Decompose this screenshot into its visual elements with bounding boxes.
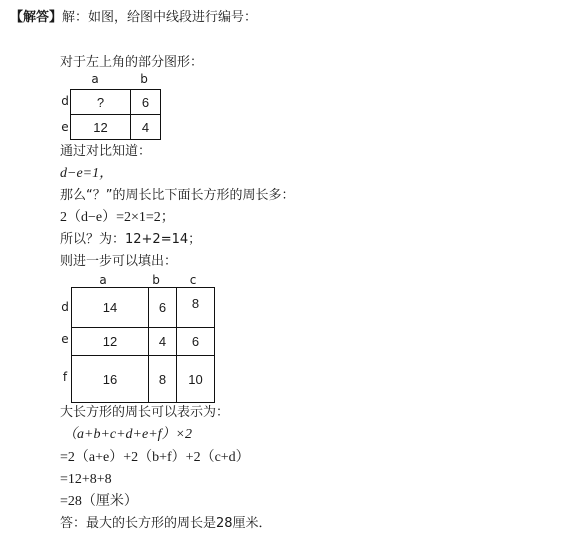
big-cell: 8 [149, 356, 177, 403]
big-cell: 12 [72, 328, 149, 356]
small-col-label-b: b [140, 72, 148, 86]
small-cell: 12 [71, 115, 131, 140]
answer-tag: 【解答】 [10, 10, 63, 25]
final-answer: 答：最大的长方形的周长是28厘米． [60, 516, 272, 531]
compare-text: 通过对比知道： [60, 144, 152, 159]
big-cell: 14 [72, 288, 149, 328]
small-col-label-a: a [91, 72, 99, 86]
big-col-label-c: c [189, 273, 197, 287]
big-col-label-a: a [99, 273, 107, 287]
small-row-label-d: d [61, 94, 69, 108]
perimeter-text: 大长方形的周长可以表示为： [60, 405, 230, 420]
big-col-label-b: b [152, 273, 160, 287]
small-cell: 6 [131, 90, 161, 115]
big-grid [71, 287, 215, 403]
small-cell: 4 [131, 115, 161, 140]
fill-line: 则进一步可以填出： [60, 254, 178, 269]
calc-line-2: =2（a+e）+2（b+f）+2（c+d） [60, 450, 250, 465]
solution-header [10, 10, 257, 26]
small-row-label-e: e [61, 120, 69, 134]
intro-text: 对于左上角的部分图形： [60, 55, 204, 70]
big-cell: 4 [149, 328, 177, 356]
small-cell-unknown: ? [71, 90, 131, 115]
big-row-label-e: e [61, 332, 69, 346]
big-cell: 8 [177, 288, 215, 328]
big-cell: 16 [72, 356, 149, 403]
header-text: 解：如图，给图中线段进行编号： [62, 10, 258, 25]
calc-line-1: （a+b+c+d+e+f）×2 [63, 427, 193, 442]
big-cell: 10 [177, 356, 215, 403]
small-grid [70, 89, 161, 140]
big-cell: 6 [177, 328, 215, 356]
equation-d-minus-e: d−e=1， [60, 166, 114, 181]
equation-double-difference: 2（d−e）=2×1=2； [60, 210, 175, 225]
big-row-label-f: f [62, 370, 68, 384]
big-cell: 6 [149, 288, 177, 328]
calc-line-4: =28（厘米） [60, 494, 138, 509]
big-row-label-d: d [61, 300, 69, 314]
calc-line-3: =12+8+8 [60, 472, 112, 487]
so-line: 所以？为：12+2=14； [60, 232, 202, 247]
question-text: 那么“？”的周长比下面长方形的周长多： [60, 188, 295, 203]
